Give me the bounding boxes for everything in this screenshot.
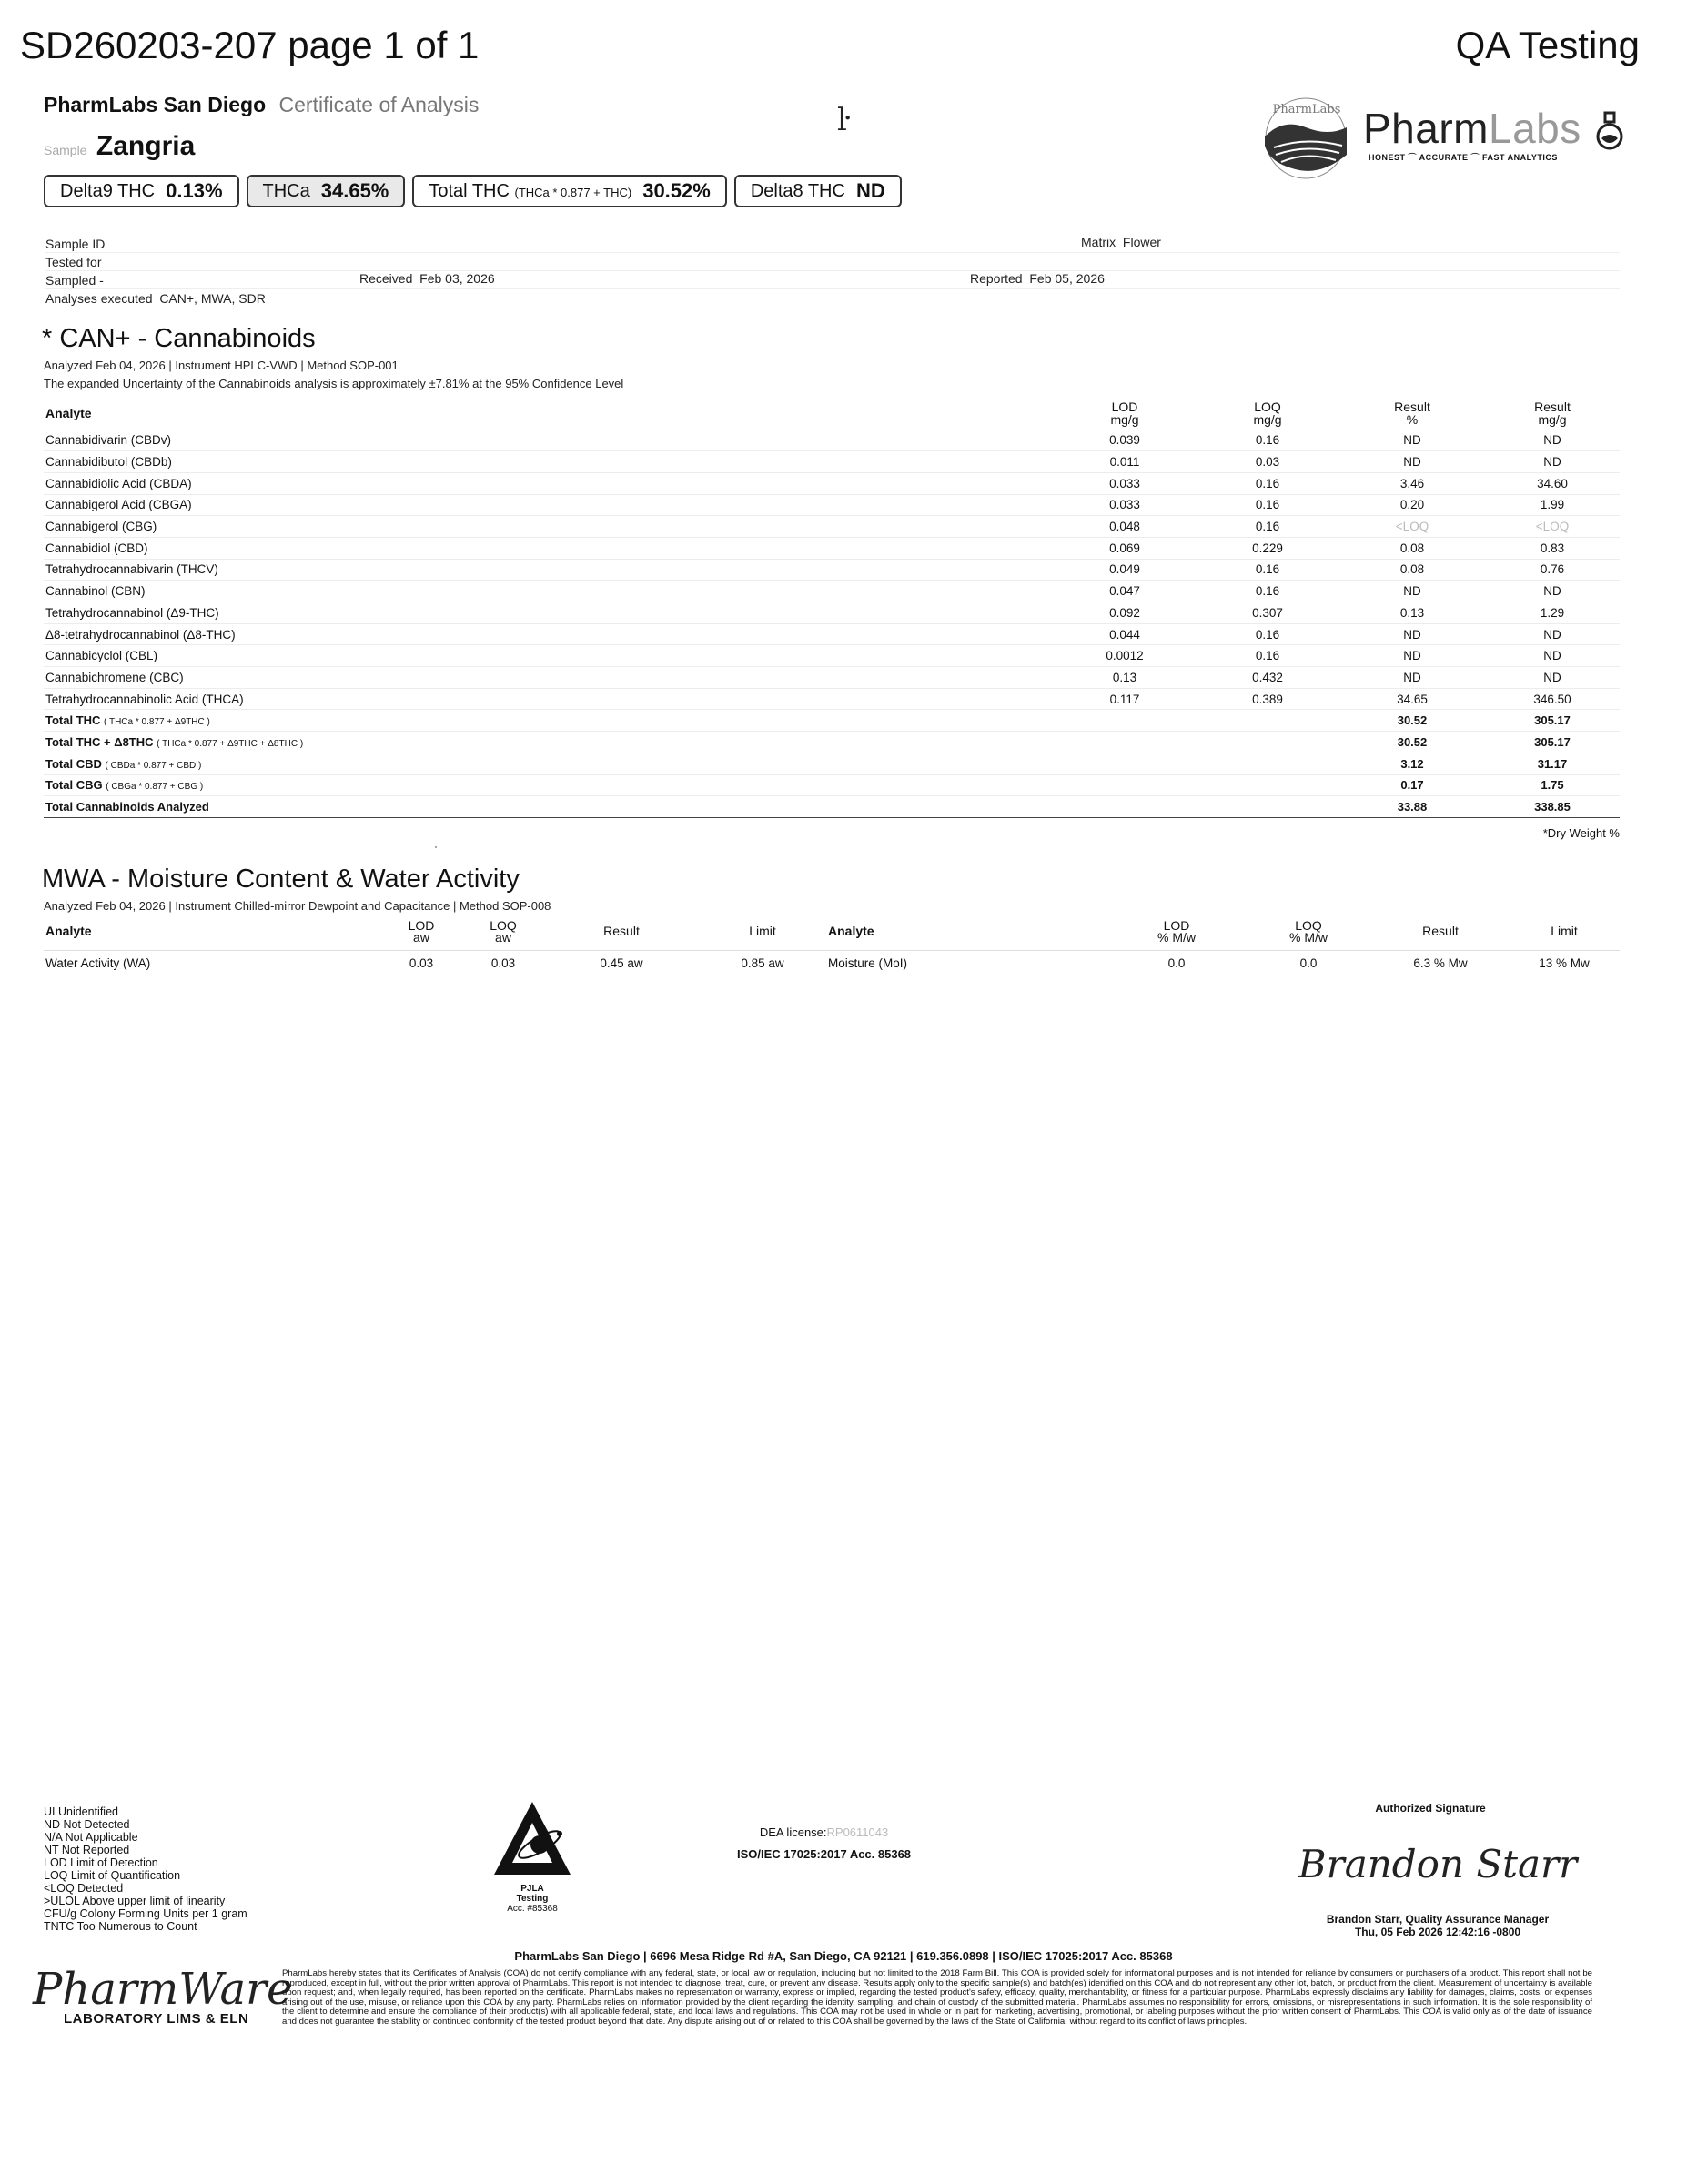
legend-item: >ULOL Above upper limit of linearity [44, 1895, 226, 1907]
pharmlabs-stamp-icon [1256, 91, 1356, 182]
col-loq-label: LOQ [490, 917, 517, 933]
cell-result-pct: 0.17 [1339, 774, 1485, 796]
col-analyte: Analyte [45, 406, 92, 420]
legend-item: ND Not Detected [44, 1818, 130, 1831]
legal-disclaimer: PharmLabs hereby states that its Certificates of Analysis (COA) do not certify compliance with any federal, state, or local law or regulation, including but not limited to the 2018 Farm Bill. This COA is provided solely for informational purposes and is not intended for reliance by consumers or purchasers of a product. This report shall not be reproduced, except in full, without the prior written approval of PharmLabs. This report is not intended to diagnose, treat, cure, or prevent any disease. Results apply only to the specific sample(s) and batch(es) identified on this COA and do not represent any other lot, batch, or product from the client. Measurement of uncertainty is available upon request; and, when legally required, has been reported on the certificate. PharmLabs makes no representation or warranty, express or implied, regarding the tested product's safety, efficacy, quality, merchantability, or fitness for a particular purpose. PharmLabs expressly disclaims any liability for damages, claims, costs, or expenses arising out of the use, misuse, or reliance upon this COA by any party. PharmLabs relies on information provided by the client regarding the identity, sampling, and chain of custody of the submitted material. PharmLabs assumes no responsibility for errors, omissions, or misrepresentations in such information. It is the sole responsibility of the client to determine and ensure the compliance of their product(s) with all applicable federal, state, and local laws and regulations. This COA may not be used in whole or in part for marketing, advertising, promotional, or labeling purposes without the prior written consent of PharmLabs. This COA is valid only as of the date of issuance and does not guarantee the stability or continued conformity of the tested product beyond that date. Any dispute arising out of or related to this COA shall be governed by the laws of the State of California, without regard to its conflict of laws principles. [282, 1968, 1592, 2027]
col-lod-2 [1108, 914, 1245, 950]
legend-item: NT Not Reported [44, 1844, 130, 1856]
table-row [44, 581, 1620, 602]
col-lod-2-unit: % M/w [1157, 929, 1196, 945]
cell-limit-2: 13 % Mw [1509, 950, 1620, 976]
badge-formula: (THCa * 0.877 + THC) [514, 185, 632, 199]
total-label: Total THC [45, 713, 101, 728]
total-label: Total Cannabinoids Analyzed [45, 800, 209, 814]
cell-result-pct: 0.20 [1339, 494, 1485, 516]
reported-row [970, 271, 1105, 286]
cell-result-pct: ND [1339, 581, 1485, 602]
total-label: Total CBD [45, 756, 102, 771]
col-loq-2 [1245, 914, 1372, 950]
sample-name-row [44, 131, 195, 162]
received-row [359, 271, 495, 286]
pharmware-wordmark: PharmWare [33, 1964, 293, 2015]
col-lod-unit: mg/g [1110, 412, 1139, 427]
matrix-label: Matrix [1081, 235, 1116, 249]
abbreviation-legend [44, 1805, 247, 1933]
cell-result-mg: 305.17 [1485, 732, 1620, 753]
divider [45, 288, 1620, 289]
cell-loq: 0.16 [1196, 472, 1339, 494]
authorized-signature-label: Authorized Signature [1375, 1802, 1486, 1815]
table-row [44, 688, 1620, 710]
cell-empty [1054, 732, 1196, 753]
qa-testing-label: QA Testing [1455, 24, 1640, 66]
col-limit-2: Limit [1509, 914, 1620, 950]
total-row [44, 796, 1620, 818]
pharmlabs-logo [1256, 91, 1647, 182]
cell-lod: 0.092 [1054, 602, 1196, 624]
table-row [44, 667, 1620, 689]
badge-value: 0.13% [166, 179, 223, 202]
cell-empty [1054, 774, 1196, 796]
table-row [44, 537, 1620, 559]
table-header-row [44, 914, 1620, 950]
cell-analyte: Tetrahydrocannabinolic Acid (THCA) [44, 688, 1054, 710]
cell-result-pct: ND [1339, 645, 1485, 667]
cell-result-mg: 346.50 [1485, 688, 1620, 710]
cell-loq: 0.229 [1196, 537, 1339, 559]
can-analyzed: Analyzed Feb 04, 2026 [44, 359, 166, 372]
legend-item: CFU/g Colony Forming Units per 1 gram [44, 1907, 247, 1920]
badge-label-text: Total THC [429, 180, 510, 201]
col-lod-label: LOD [408, 917, 435, 933]
cell-analyte: Cannabidibutol (CBDb) [44, 451, 1054, 473]
badge-value: ND [855, 179, 885, 202]
cell-result-pct: 0.08 [1339, 559, 1485, 581]
cell-loq: 0.16 [1196, 494, 1339, 516]
speck [435, 846, 437, 848]
col-result-pct-unit: % [1406, 412, 1419, 427]
col-result-mg-unit: mg/g [1538, 412, 1567, 427]
cell-analyte: Δ8-tetrahydrocannabinol (Δ8-THC) [44, 623, 1054, 645]
cell-total-label [44, 796, 1054, 818]
dea-row [737, 1822, 911, 1844]
cell-lod: 0.044 [1054, 623, 1196, 645]
col-result: Result [544, 914, 699, 950]
cell-loq: 0.16 [1196, 581, 1339, 602]
col-result-mg-label: Result [1534, 399, 1571, 414]
col-lod-unit: aw [413, 929, 429, 945]
divider [45, 270, 1620, 271]
analyses-label: Analyses executed [45, 291, 153, 306]
total-label: Total THC + Δ8THC [45, 734, 154, 749]
mwa-section-title: MWA - Moisture Content & Water Activity [42, 864, 520, 894]
dea-value: RP0611043 [826, 1825, 889, 1839]
cell-result-2: 6.3 % Mw [1372, 950, 1509, 976]
can-section-title: * CAN+ - Cannabinoids [42, 324, 316, 353]
cell-result-pct: 0.13 [1339, 602, 1485, 624]
logo-word-light: Labs [1488, 105, 1581, 152]
table-row [44, 451, 1620, 473]
total-formula: ( CBGa * 0.877 + CBG ) [106, 782, 204, 793]
cell-analyte: Cannabidiol (CBD) [44, 537, 1054, 559]
badge-delta9-thc [44, 175, 239, 207]
can-meta: Analyzed Feb 04, 2026 | Instrument HPLC-VWD | Method SOP-001 [44, 359, 399, 372]
logo-tagline: HONEST ⌒ ACCURATE ⌒ FAST ANALYTICS [1369, 153, 1558, 162]
table-row [44, 430, 1620, 451]
cell-empty [1196, 774, 1339, 796]
dea-license [737, 1822, 911, 1866]
lab-name-text: PharmLabs San Diego [44, 93, 267, 116]
col-loq-unit: aw [495, 929, 511, 945]
table-row [44, 472, 1620, 494]
col-lod [1054, 397, 1196, 430]
cell-analyte: Cannabicyclol (CBL) [44, 645, 1054, 667]
cell-result-pct: 34.65 [1339, 688, 1485, 710]
cell-loq: 0.307 [1196, 602, 1339, 624]
col-loq [1196, 397, 1339, 430]
badge-label: Delta8 THC [750, 180, 845, 201]
col-loq-unit: mg/g [1253, 412, 1282, 427]
pharmware-tagline: LABORATORY LIMS & ELN [64, 2011, 249, 2027]
cell-result-mg: ND [1485, 645, 1620, 667]
sample-name: Zangria [96, 131, 196, 161]
cell-lod: 0.033 [1054, 494, 1196, 516]
lab-name [44, 93, 479, 117]
received-value: Feb 03, 2026 [419, 271, 495, 286]
cell-analyte: Cannabidivarin (CBDv) [44, 430, 1054, 451]
pjla-name: PJLA [520, 1884, 544, 1894]
cell-result-pct: 30.52 [1339, 732, 1485, 753]
svg-text:PharmLabs: PharmLabs [1272, 103, 1341, 116]
badge-total-thc [412, 175, 726, 207]
cell-loq: 0.16 [1196, 516, 1339, 538]
total-row [44, 710, 1620, 732]
cell-analyte: Cannabidiolic Acid (CBDA) [44, 472, 1054, 494]
total-formula: ( CBDa * 0.877 + CBD ) [105, 760, 202, 771]
cell-analyte: Cannabigerol (CBG) [44, 516, 1054, 538]
cell-loq-2: 0.0 [1245, 950, 1372, 976]
lab-address: PharmLabs San Diego | 6696 Mesa Ridge Rd #A, San Diego, CA 92121 | 619.356.0898 | ISO/IEC 17025:2017 Acc. 85368 [514, 1949, 1173, 1963]
cell-result-mg: ND [1485, 430, 1620, 451]
col-limit: Limit [699, 914, 826, 950]
sample-label: Sample [44, 143, 87, 157]
col-lod-2-label: LOD [1163, 917, 1190, 933]
cell-result-mg: ND [1485, 581, 1620, 602]
legend-item: <LOQ Detected [44, 1882, 124, 1895]
table-row [44, 494, 1620, 516]
badge-label: THCa [262, 180, 310, 201]
table-row [44, 950, 1620, 976]
sampled-value: - [99, 273, 104, 288]
cannabinoids-table [44, 397, 1620, 818]
table-row [44, 516, 1620, 538]
col-result-pct [1339, 397, 1485, 430]
cell-total-label [44, 774, 1054, 796]
cell-result-mg: 338.85 [1485, 796, 1620, 818]
cell-result-mg: 305.17 [1485, 710, 1620, 732]
cell-lod: 0.117 [1054, 688, 1196, 710]
moisture-table [44, 914, 1620, 976]
logo-wordmark [1363, 104, 1581, 153]
summary-badges [44, 175, 902, 207]
cell-empty [1196, 732, 1339, 753]
cell-result-pct: ND [1339, 667, 1485, 689]
cell-analyte: Cannabichromene (CBC) [44, 667, 1054, 689]
pjla-sub: Testing [516, 1894, 549, 1904]
cell-result: 0.45 aw [544, 950, 699, 976]
tested-for-label: Tested for [45, 255, 102, 269]
cell-loq: 0.16 [1196, 430, 1339, 451]
cell-result-pct: 30.52 [1339, 710, 1485, 732]
analyses-value: CAN+, MWA, SDR [159, 291, 266, 306]
col-loq-2-label: LOQ [1295, 917, 1322, 933]
cell-analyte: Tetrahydrocannabivarin (THCV) [44, 559, 1054, 581]
badge-label: Delta9 THC [60, 180, 156, 201]
cell-lod: 0.039 [1054, 430, 1196, 451]
total-formula: ( THCa * 0.877 + Δ9THC + Δ8THC ) [157, 738, 304, 749]
matrix-value: Flower [1122, 235, 1161, 249]
logo-word-dark: Pharm [1363, 105, 1489, 152]
cell-analyte: Tetrahydrocannabinol (Δ9-THC) [44, 602, 1054, 624]
cell-analyte-2: Moisture (MoI) [826, 950, 1108, 976]
col-analyte: Analyte [44, 914, 380, 950]
mwa-analyzed: Analyzed Feb 04, 2026 [44, 899, 166, 913]
cell-empty [1196, 796, 1339, 818]
badge-value: 30.52% [642, 179, 711, 202]
table-row [44, 645, 1620, 667]
cell-loq: 0.16 [1196, 645, 1339, 667]
table-row [44, 623, 1620, 645]
col-lod [380, 914, 462, 950]
pjla-accreditation-number: Acc. #85368 [507, 1904, 558, 1914]
cell-result-mg: 31.17 [1485, 753, 1620, 774]
cell-loq: 0.432 [1196, 667, 1339, 689]
reported-value: Feb 05, 2026 [1029, 271, 1105, 286]
table-header-row [44, 397, 1620, 430]
mwa-instrument: Instrument Chilled-mirror Dewpoint and Capacitance [175, 899, 450, 913]
cell-result-pct: ND [1339, 451, 1485, 473]
cell-result-pct: 3.46 [1339, 472, 1485, 494]
badge-value: 34.65% [320, 179, 389, 202]
cell-empty [1054, 753, 1196, 774]
cell-result-mg: 0.76 [1485, 559, 1620, 581]
cell-result-mg: 0.83 [1485, 537, 1620, 559]
cell-result-mg: ND [1485, 623, 1620, 645]
cell-analyte: Cannabigerol Acid (CBGA) [44, 494, 1054, 516]
cell-lod: 0.047 [1054, 581, 1196, 602]
cell-result-mg: <LOQ [1485, 516, 1620, 538]
dea-label: DEA license: [759, 1825, 827, 1839]
col-result-mg [1485, 397, 1620, 430]
document-type: Certificate of Analysis [278, 93, 480, 116]
cell-result-pct: ND [1339, 623, 1485, 645]
badge-delta8-thc [734, 175, 902, 207]
cell-result-mg: ND [1485, 667, 1620, 689]
pjla-logo-icon [487, 1797, 578, 1879]
cell-analyte: Water Activity (WA) [44, 950, 380, 976]
signed-timestamp: Thu, 05 Feb 2026 12:42:16 -0800 [1354, 1926, 1521, 1938]
handwritten-mark: ŀ [837, 102, 847, 138]
table-row [44, 602, 1620, 624]
analyses-row [45, 289, 266, 308]
cell-lod: 0.049 [1054, 559, 1196, 581]
can-method: Method SOP-001 [307, 359, 399, 372]
cell-total-label [44, 710, 1054, 732]
cell-total-label [44, 753, 1054, 774]
cell-result-pct: 0.08 [1339, 537, 1485, 559]
table-row [44, 559, 1620, 581]
cell-lod: 0.03 [380, 950, 462, 976]
legend-item: TNTC Too Numerous to Count [44, 1920, 197, 1933]
cell-loq: 0.03 [462, 950, 544, 976]
iso-accreditation: ISO/IEC 17025:2017 Acc. 85368 [737, 1847, 912, 1861]
col-loq-label: LOQ [1254, 399, 1281, 414]
matrix-row [1081, 235, 1161, 249]
legend-item: N/A Not Applicable [44, 1831, 138, 1844]
cell-loq: 0.03 [1196, 451, 1339, 473]
cell-lod-2: 0.0 [1108, 950, 1245, 976]
cell-total-label [44, 732, 1054, 753]
cell-empty [1196, 753, 1339, 774]
sample-info [45, 235, 266, 308]
sampled-label: Sampled [45, 273, 96, 288]
col-loq-2-unit: % M/w [1289, 929, 1328, 945]
legend-item: LOD Limit of Detection [44, 1856, 158, 1869]
sampled-row [45, 271, 266, 289]
page-identifier: SD260203-207 page 1 of 1 [20, 24, 480, 66]
col-result-2: Result [1372, 914, 1509, 950]
cell-lod: 0.13 [1054, 667, 1196, 689]
cell-result-mg: 1.99 [1485, 494, 1620, 516]
col-result-pct-label: Result [1394, 399, 1430, 414]
total-row [44, 753, 1620, 774]
reported-label: Reported [970, 271, 1023, 286]
cell-loq: 0.389 [1196, 688, 1339, 710]
pjla-accreditation [473, 1797, 591, 1914]
cell-result-mg: 1.29 [1485, 602, 1620, 624]
cell-result-pct: 33.88 [1339, 796, 1485, 818]
cell-result-mg: 34.60 [1485, 472, 1620, 494]
cell-result-mg: 1.75 [1485, 774, 1620, 796]
received-label: Received [359, 271, 413, 286]
cell-result-pct: ND [1339, 430, 1485, 451]
cell-result-pct: 3.12 [1339, 753, 1485, 774]
legend-item: LOQ Limit of Quantification [44, 1869, 181, 1882]
col-lod-label: LOD [1111, 399, 1138, 414]
can-uncertainty: The expanded Uncertainty of the Cannabinoids analysis is approximately ±7.81% at the 95% Confidence Level [44, 377, 624, 390]
dry-weight-note: *Dry Weight % [1542, 826, 1620, 840]
legend-item: UI Unidentified [44, 1805, 118, 1818]
mwa-meta: Analyzed Feb 04, 2026 | Instrument Chilled-mirror Dewpoint and Capacitance | Method SOP-008 [44, 899, 551, 913]
signature: Brandon Starr [1298, 1842, 1578, 1886]
mwa-method: Method SOP-008 [459, 899, 551, 913]
signer-name: Brandon Starr, Quality Assurance Manager [1326, 1913, 1550, 1926]
cell-lod: 0.0012 [1054, 645, 1196, 667]
divider [45, 252, 1620, 253]
cell-empty [1054, 710, 1196, 732]
sample-id-label: Sample ID [45, 237, 106, 251]
signer-info [1256, 1913, 1620, 1938]
cell-lod: 0.011 [1054, 451, 1196, 473]
cell-result-mg: ND [1485, 451, 1620, 473]
cell-loq: 0.16 [1196, 559, 1339, 581]
total-row [44, 732, 1620, 753]
col-loq [462, 914, 544, 950]
cell-lod: 0.069 [1054, 537, 1196, 559]
pharmware-logo [33, 1964, 293, 2027]
cell-empty [1054, 796, 1196, 818]
cell-lod: 0.048 [1054, 516, 1196, 538]
col-analyte-2: Analyte [826, 914, 1108, 950]
total-label: Total CBG [45, 778, 103, 793]
total-formula: ( THCa * 0.877 + Δ9THC ) [104, 717, 210, 728]
can-instrument: Instrument HPLC-VWD [175, 359, 298, 372]
cell-lod: 0.033 [1054, 472, 1196, 494]
cell-limit: 0.85 aw [699, 950, 826, 976]
cell-analyte: Cannabinol (CBN) [44, 581, 1054, 602]
cell-result-pct: <LOQ [1339, 516, 1485, 538]
badge-label [429, 181, 631, 202]
cell-empty [1196, 710, 1339, 732]
total-row [44, 774, 1620, 796]
cell-loq: 0.16 [1196, 623, 1339, 645]
flask-icon [1594, 111, 1625, 151]
badge-thca [247, 175, 406, 207]
